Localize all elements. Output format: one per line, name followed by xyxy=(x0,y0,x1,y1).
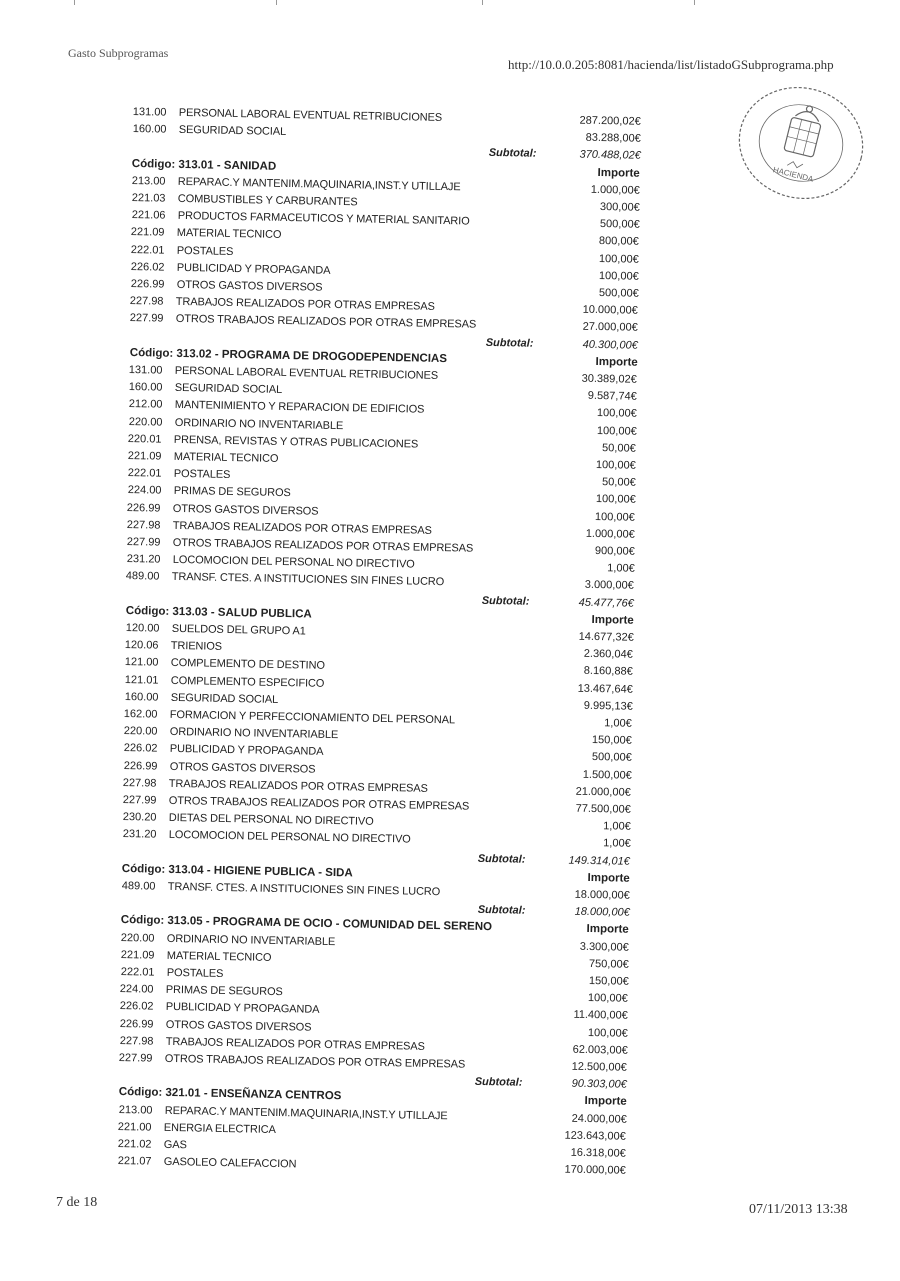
line-item-description: SEGURIDAD SOCIAL xyxy=(174,382,283,397)
line-item-amount: 3.000,00€ xyxy=(585,579,635,593)
line-item-code: 160.00 xyxy=(124,690,159,704)
line-item-code: 226.99 xyxy=(123,759,158,773)
line-item-description: PERSONAL LABORAL EVENTUAL RETRIBUCIONES xyxy=(175,364,439,382)
line-item-code: 213.00 xyxy=(131,174,166,188)
line-item-amount: 100,00€ xyxy=(596,424,637,438)
line-item-amount: 9.995,13€ xyxy=(583,699,633,713)
subtotal-amount: 370.488,02€ xyxy=(578,148,641,163)
line-item-description: SEGURIDAD SOCIAL xyxy=(178,124,286,139)
line-item-code: 222.01 xyxy=(130,243,165,257)
line-item-description: OTROS TRABAJOS REALIZADOS POR OTRAS EMPRESAS xyxy=(168,794,470,813)
line-item-description: PUBLICIDAD Y PROPAGANDA xyxy=(169,743,324,759)
line-item-description: COMPLEMENTO DE DESTINO xyxy=(170,657,326,673)
line-item-amount: 21.000,00€ xyxy=(575,785,632,799)
line-item-description: POSTALES xyxy=(176,244,234,258)
municipal-seal-stamp xyxy=(726,78,876,208)
line-item-description: TRANSF. CTES. A INSTITUCIONES SIN FINES LUCRO xyxy=(167,880,441,899)
line-item-description: ORDINARIO NO INVENTARIABLE xyxy=(174,416,343,432)
line-item-description: OTROS TRABAJOS REALIZADOS POR OTRAS EMPRESAS xyxy=(175,313,477,332)
importe-column-label: Importe xyxy=(586,923,630,937)
line-item-amount: 1.000,00€ xyxy=(585,527,635,541)
subtotal-amount: 90.303,00€ xyxy=(571,1077,628,1091)
line-item-amount: 500,00€ xyxy=(591,751,632,765)
line-item-amount: 12.500,00€ xyxy=(572,1060,628,1074)
line-item-code: 221.09 xyxy=(127,449,162,463)
line-item-description: PUBLICIDAD Y PROPAGANDA xyxy=(165,1001,320,1017)
line-item-description: TRANSF. CTES. A INSTITUCIONES SIN FINES LUCRO xyxy=(172,571,445,589)
line-item-description: GASOLEO CALEFACCION xyxy=(163,1156,297,1171)
line-item-amount: 50,00€ xyxy=(601,476,636,489)
line-item-amount: 27.000,00€ xyxy=(582,321,638,335)
line-item-description: LOCOMOCION DEL PERSONAL NO DIRECTIVO xyxy=(172,554,415,571)
line-item-code: 120.06 xyxy=(125,639,159,652)
line-item-code: 226.02 xyxy=(119,1000,154,1014)
seal-icon xyxy=(726,78,876,208)
line-item-amount: 500,00€ xyxy=(599,218,640,231)
line-item-code: 227.99 xyxy=(122,793,157,807)
line-item-description: OTROS GASTOS DIVERSOS xyxy=(169,760,316,776)
line-item-description: MATERIAL TECNICO xyxy=(166,949,272,964)
line-item-amount: 3.300,00€ xyxy=(579,940,630,954)
line-item-amount: 9.587,74€ xyxy=(587,389,637,403)
line-item-description: PRIMAS DE SEGUROS xyxy=(173,485,291,500)
line-item-code: 222.01 xyxy=(120,965,155,979)
line-item-amount: 11.400,00€ xyxy=(573,1009,629,1023)
line-item-amount: 62.003,00€ xyxy=(572,1043,628,1057)
line-item-description: COMPLEMENTO ESPECIFICO xyxy=(170,674,325,690)
line-item-amount: 100,00€ xyxy=(587,1026,628,1040)
line-item-code: 221.00 xyxy=(118,1120,153,1134)
subtotal-label: Subtotal: xyxy=(477,904,526,917)
line-item-code: 489.00 xyxy=(121,879,156,893)
scan-top-marks xyxy=(0,0,900,6)
line-item-description: PRODUCTOS FARMACEUTICOS Y MATERIAL SANITARIO xyxy=(177,210,470,228)
line-item-description: TRABAJOS REALIZADOS POR OTRAS EMPRESAS xyxy=(172,519,433,537)
line-item-description: OTROS TRABAJOS REALIZADOS POR OTRAS EMPRESAS xyxy=(172,536,474,555)
line-item-code: 221.03 xyxy=(131,191,166,205)
line-item-description: SUELDOS DEL GRUPO A1 xyxy=(171,622,306,638)
line-item-amount: 150,00€ xyxy=(592,734,633,747)
line-item-code: 227.99 xyxy=(119,1051,154,1065)
line-item-amount: 100,00€ xyxy=(588,992,629,1005)
line-item-code: 227.99 xyxy=(129,312,164,326)
importe-column-label: Importe xyxy=(591,613,634,627)
line-item-description: GAS xyxy=(163,1138,188,1152)
line-item-description: PERSONAL LABORAL EVENTUAL RETRIBUCIONES xyxy=(178,106,443,124)
line-item-code: 227.98 xyxy=(119,1034,154,1048)
line-item-code: 226.99 xyxy=(127,501,161,515)
subtotal-label: Subtotal: xyxy=(474,1076,523,1089)
line-item-amount: 287.200,02€ xyxy=(579,114,641,128)
line-item-description: PRENSA, REVISTAS Y OTRAS PUBLICACIONES xyxy=(174,433,419,451)
line-item-code: 212.00 xyxy=(128,398,163,412)
line-item-amount: 1,00€ xyxy=(602,837,631,851)
line-item-code: 222.01 xyxy=(127,467,162,480)
line-item-description: REPARAC.Y MANTENIM.MAQUINARIA,INST.Y UTILLAJE xyxy=(177,175,461,194)
line-item-code: 224.00 xyxy=(127,484,162,498)
line-item-description: ENERGIA ELECTRICA xyxy=(164,1121,277,1136)
importe-column-label: Importe xyxy=(597,166,641,180)
subtotal-amount: 149.314,01€ xyxy=(568,854,631,868)
line-item-description: REPARAC.Y MANTENIM.MAQUINARIA,INST.Y UTILLAJE xyxy=(164,1104,448,1122)
line-item-code: 226.99 xyxy=(130,277,165,291)
page-header-url: http://10.0.0.205:8081/hacienda/list/listadoGSubprograma.php xyxy=(508,57,834,72)
section-title: Código: 313.01 - SANIDAD xyxy=(131,157,277,173)
line-item-description: DIETAS DEL PERSONAL NO DIRECTIVO xyxy=(168,812,374,829)
line-item-description: TRABAJOS REALIZADOS POR OTRAS EMPRESAS xyxy=(176,296,436,314)
line-item-description: OTROS GASTOS DIVERSOS xyxy=(165,1018,312,1034)
line-item-amount: 500,00€ xyxy=(598,286,639,300)
section-title: Código: 313.04 - HIGIENE PUBLICA - SIDA xyxy=(121,862,353,880)
line-item-code: 121.00 xyxy=(124,656,159,670)
line-item-code: 220.00 xyxy=(123,725,158,738)
line-item-code: 227.99 xyxy=(126,535,161,549)
line-item-description: FORMACION Y PERFECCIONAMIENTO DEL PERSONAL xyxy=(170,708,456,727)
line-item-amount: 100,00€ xyxy=(595,493,636,507)
line-item-code: 231.20 xyxy=(126,553,161,566)
line-item-amount: 18.000,00€ xyxy=(574,888,630,902)
line-item-amount: 8.160,88€ xyxy=(583,665,633,679)
line-item-description: ORDINARIO NO INVENTARIABLE xyxy=(169,726,339,742)
line-item-amount: 100,00€ xyxy=(595,510,636,524)
line-item-amount: 100,00€ xyxy=(596,407,637,421)
importe-column-label: Importe xyxy=(587,871,631,885)
line-item-code: 220.00 xyxy=(120,931,155,945)
line-item-amount: 10.000,00€ xyxy=(582,303,639,317)
section-title: Código: 313.03 - SALUD PUBLICA xyxy=(125,604,312,621)
subtotal-label: Subtotal: xyxy=(481,594,530,608)
line-item-description: MATERIAL TECNICO xyxy=(176,227,282,242)
line-item-description: POSTALES xyxy=(173,468,231,482)
line-item-code: 226.99 xyxy=(119,1017,154,1031)
line-item-amount: 1,00€ xyxy=(603,820,631,833)
svg-text:HACIENDA: HACIENDA xyxy=(771,165,815,184)
line-item-amount: 2.360,04€ xyxy=(584,647,634,661)
line-item-description: OTROS GASTOS DIVERSOS xyxy=(173,502,319,518)
line-item-description: OTROS TRABAJOS REALIZADOS POR OTRAS EMPRESAS xyxy=(165,1052,466,1071)
line-item-code: 120.00 xyxy=(125,621,160,635)
line-item-amount: 123.643,00€ xyxy=(564,1129,627,1143)
print-datetime: 07/11/2013 13:38 xyxy=(749,1202,848,1217)
line-item-description: PRIMAS DE SEGUROS xyxy=(166,984,284,999)
line-item-description: TRABAJOS REALIZADOS POR OTRAS EMPRESAS xyxy=(165,1035,425,1053)
line-item-code: 221.09 xyxy=(120,948,155,962)
line-item-amount: 1,00€ xyxy=(606,562,635,575)
subtotal-label: Subtotal: xyxy=(478,852,526,866)
line-item-amount: 750,00€ xyxy=(588,957,629,971)
line-item-amount: 100,00€ xyxy=(598,269,639,283)
line-item-code: 220.00 xyxy=(128,415,163,429)
line-item-amount: 50,00€ xyxy=(602,441,637,455)
line-item-amount: 300,00€ xyxy=(599,200,640,214)
line-item-amount: 170.000,00€ xyxy=(564,1163,626,1177)
importe-column-label: Importe xyxy=(584,1095,627,1109)
line-item-code: 221.02 xyxy=(117,1137,152,1151)
subtotal-amount: 40.300,00€ xyxy=(582,338,638,352)
subtotal-amount: 45.477,76€ xyxy=(578,596,634,610)
line-item-description: MANTENIMIENTO Y REPARACION DE EDIFICIOS xyxy=(174,399,425,417)
line-item-description: COMBUSTIBLES Y CARBURANTES xyxy=(177,192,358,209)
page-number: 7 de 18 xyxy=(56,1195,98,1210)
line-item-description: TRIENIOS xyxy=(171,640,223,654)
line-item-code: 221.07 xyxy=(117,1155,152,1168)
importe-column-label: Importe xyxy=(595,355,638,369)
line-item-amount: 77.500,00€ xyxy=(575,802,632,816)
line-item-description: PUBLICIDAD Y PROPAGANDA xyxy=(176,261,331,277)
line-item-code: 489.00 xyxy=(126,570,160,584)
line-item-amount: 1.000,00€ xyxy=(590,183,640,197)
section-title: Código: 313.02 - PROGRAMA DE DROGODEPENDENCIAS xyxy=(129,346,447,365)
line-item-code: 227.98 xyxy=(123,776,158,790)
line-item-code: 227.98 xyxy=(126,518,161,532)
line-item-description: POSTALES xyxy=(166,966,224,980)
line-item-amount: 900,00€ xyxy=(594,544,635,558)
line-item-amount: 800,00€ xyxy=(599,235,640,249)
line-item-amount: 1,00€ xyxy=(604,717,633,730)
line-item-code: 162.00 xyxy=(124,707,159,721)
line-item-amount: 24.000,00€ xyxy=(571,1112,627,1126)
section-title: Código: 313.05 - PROGRAMA DE OCIO - COMUNIDAD DEL SERENO xyxy=(121,914,493,934)
line-item-amount: 150,00€ xyxy=(588,974,629,988)
line-item-row xyxy=(118,1153,626,1180)
subtotal-label: Subtotal: xyxy=(488,147,537,161)
line-item-description: MATERIAL TECNICO xyxy=(173,450,279,465)
line-item-description: SEGURIDAD SOCIAL xyxy=(170,691,278,706)
line-item-code: 121.01 xyxy=(124,673,159,687)
line-item-code: 221.06 xyxy=(131,209,166,222)
line-item-code: 220.01 xyxy=(128,432,162,446)
line-item-code: 160.00 xyxy=(128,381,163,394)
line-item-amount: 16.318,00€ xyxy=(570,1146,627,1160)
line-item-amount: 30.389,02€ xyxy=(581,372,638,386)
line-item-description: OTROS GASTOS DIVERSOS xyxy=(176,278,323,294)
line-item-code: 131.00 xyxy=(129,363,163,377)
line-item-code: 226.02 xyxy=(130,260,165,274)
line-item-code: 230.20 xyxy=(122,811,157,824)
line-item-amount: 13.467,64€ xyxy=(577,682,633,696)
subtotal-amount: 18.000,00€ xyxy=(574,905,630,919)
line-item-code: 224.00 xyxy=(120,983,155,996)
line-item-code: 226.02 xyxy=(123,742,158,756)
line-item-code: 231.20 xyxy=(122,828,157,842)
line-item-amount: 100,00€ xyxy=(598,252,639,266)
page-header-title: Gasto Subprogramas xyxy=(68,46,169,60)
line-item-amount: 100,00€ xyxy=(595,458,636,472)
line-item-code: 221.09 xyxy=(130,226,165,240)
line-item-code: 213.00 xyxy=(118,1103,153,1117)
section-title: Código: 321.01 - ENSEÑANZA CENTROS xyxy=(118,1086,342,1103)
line-item-amount: 14.677,32€ xyxy=(578,630,634,644)
line-item-code: 131.00 xyxy=(132,105,167,119)
line-item-amount: 1.500,00€ xyxy=(582,768,632,782)
subtotal-label: Subtotal: xyxy=(485,336,534,350)
line-item-code: 227.98 xyxy=(130,295,164,308)
line-item-description: TRABAJOS REALIZADOS POR OTRAS EMPRESAS xyxy=(169,777,429,795)
line-item-description: LOCOMOCION DEL PERSONAL NO DIRECTIVO xyxy=(168,829,411,846)
line-item-code: 160.00 xyxy=(132,123,167,136)
line-item-description: ORDINARIO NO INVENTARIABLE xyxy=(166,932,336,948)
line-item-amount: 83.288,00€ xyxy=(585,131,641,145)
